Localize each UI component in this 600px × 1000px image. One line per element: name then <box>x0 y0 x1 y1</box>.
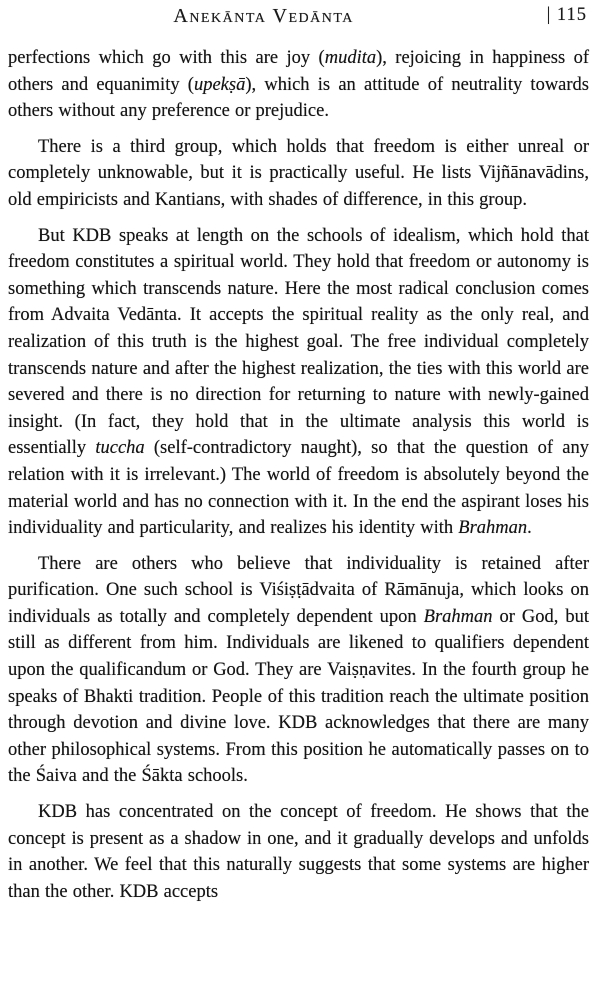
page-body <box>8 45 589 905</box>
text-segment: ), rejoicing in happiness of others and equanimity ( <box>8 48 589 95</box>
paragraph <box>8 799 589 905</box>
italic-term: Brahman <box>423 606 493 627</box>
page-header <box>8 5 589 29</box>
paragraph <box>8 551 589 790</box>
italic-term: upekṣā <box>193 74 246 95</box>
italic-term: tuccha <box>95 438 145 459</box>
text-segment: There is a third group, which holds that freedom is either unreal or completely unknowable, but it is practically useful. He lists Vijñānavādins, old empiricists and Kantians, with shades of difference, in this group. <box>8 136 589 210</box>
italic-term: Brahman <box>458 518 528 539</box>
page-number: | 115 <box>546 5 587 25</box>
italic-term: mudita <box>324 48 377 68</box>
text-segment: But KDB speaks at length on the schools of idealism, which hold that freedom constitutes a spiritual world. They hold that freedom or autonomy is something which transcends nature. Here the most radical conclusion comes from Advaita Vedānta. It accepts the spiritual reality as the only real, and realization of this truth is the highest goal. The free individual completely transcends nature and after the highest realization, the ties with this world are severed and there is no direction for returning to nature with newly-gained insight. (In fact, they hold that in the ultimate analysis this world is essentially <box>8 225 589 459</box>
text-segment: perfections which go with this are joy ( <box>8 48 325 68</box>
running-header-title: Anekānta Vedānta <box>173 5 354 27</box>
text-segment: . <box>527 518 532 539</box>
paragraph <box>8 45 589 125</box>
text-segment: There are others who believe that individuality is retained after purification. One such school is Viśiṣṭādvaita of Rāmānuja, which looks on individuals as totally and completely dependent upon <box>8 553 589 627</box>
text-segment: KDB has concentrated on the concept of freedom. He shows that the concept is present as a shadow in one, and it gradually develops and unfolds in another. We feel that this naturally suggests that some systems are higher than the other. KDB accepts <box>8 802 589 902</box>
paragraph <box>8 223 589 542</box>
paragraph <box>8 134 589 214</box>
text-segment: (self-contradictory naught), so that the question of any relation with it is irrelevant.) The world of freedom is absolutely beyond the material world and has no connection with it. In the end the aspirant loses his individuality and particularity, and realizes his identity with <box>8 438 589 539</box>
text-segment: ), which is an attitude of neutrality towards others without any preference or prejudice. <box>8 74 589 122</box>
text-segment: or God, but still as different from him. Individuals are likened to qualifiers dependent upon the qualificandum or God. They are Vaiṣṇavites. In the fourth group he speaks of Bhakti tradition. People of this tradition reach the ultimate position through devotion and divine love. KDB acknowledges that there are many other philosophical systems. From this position he automatically passes on to the Śaiva and the Śākta schools. <box>8 606 589 787</box>
